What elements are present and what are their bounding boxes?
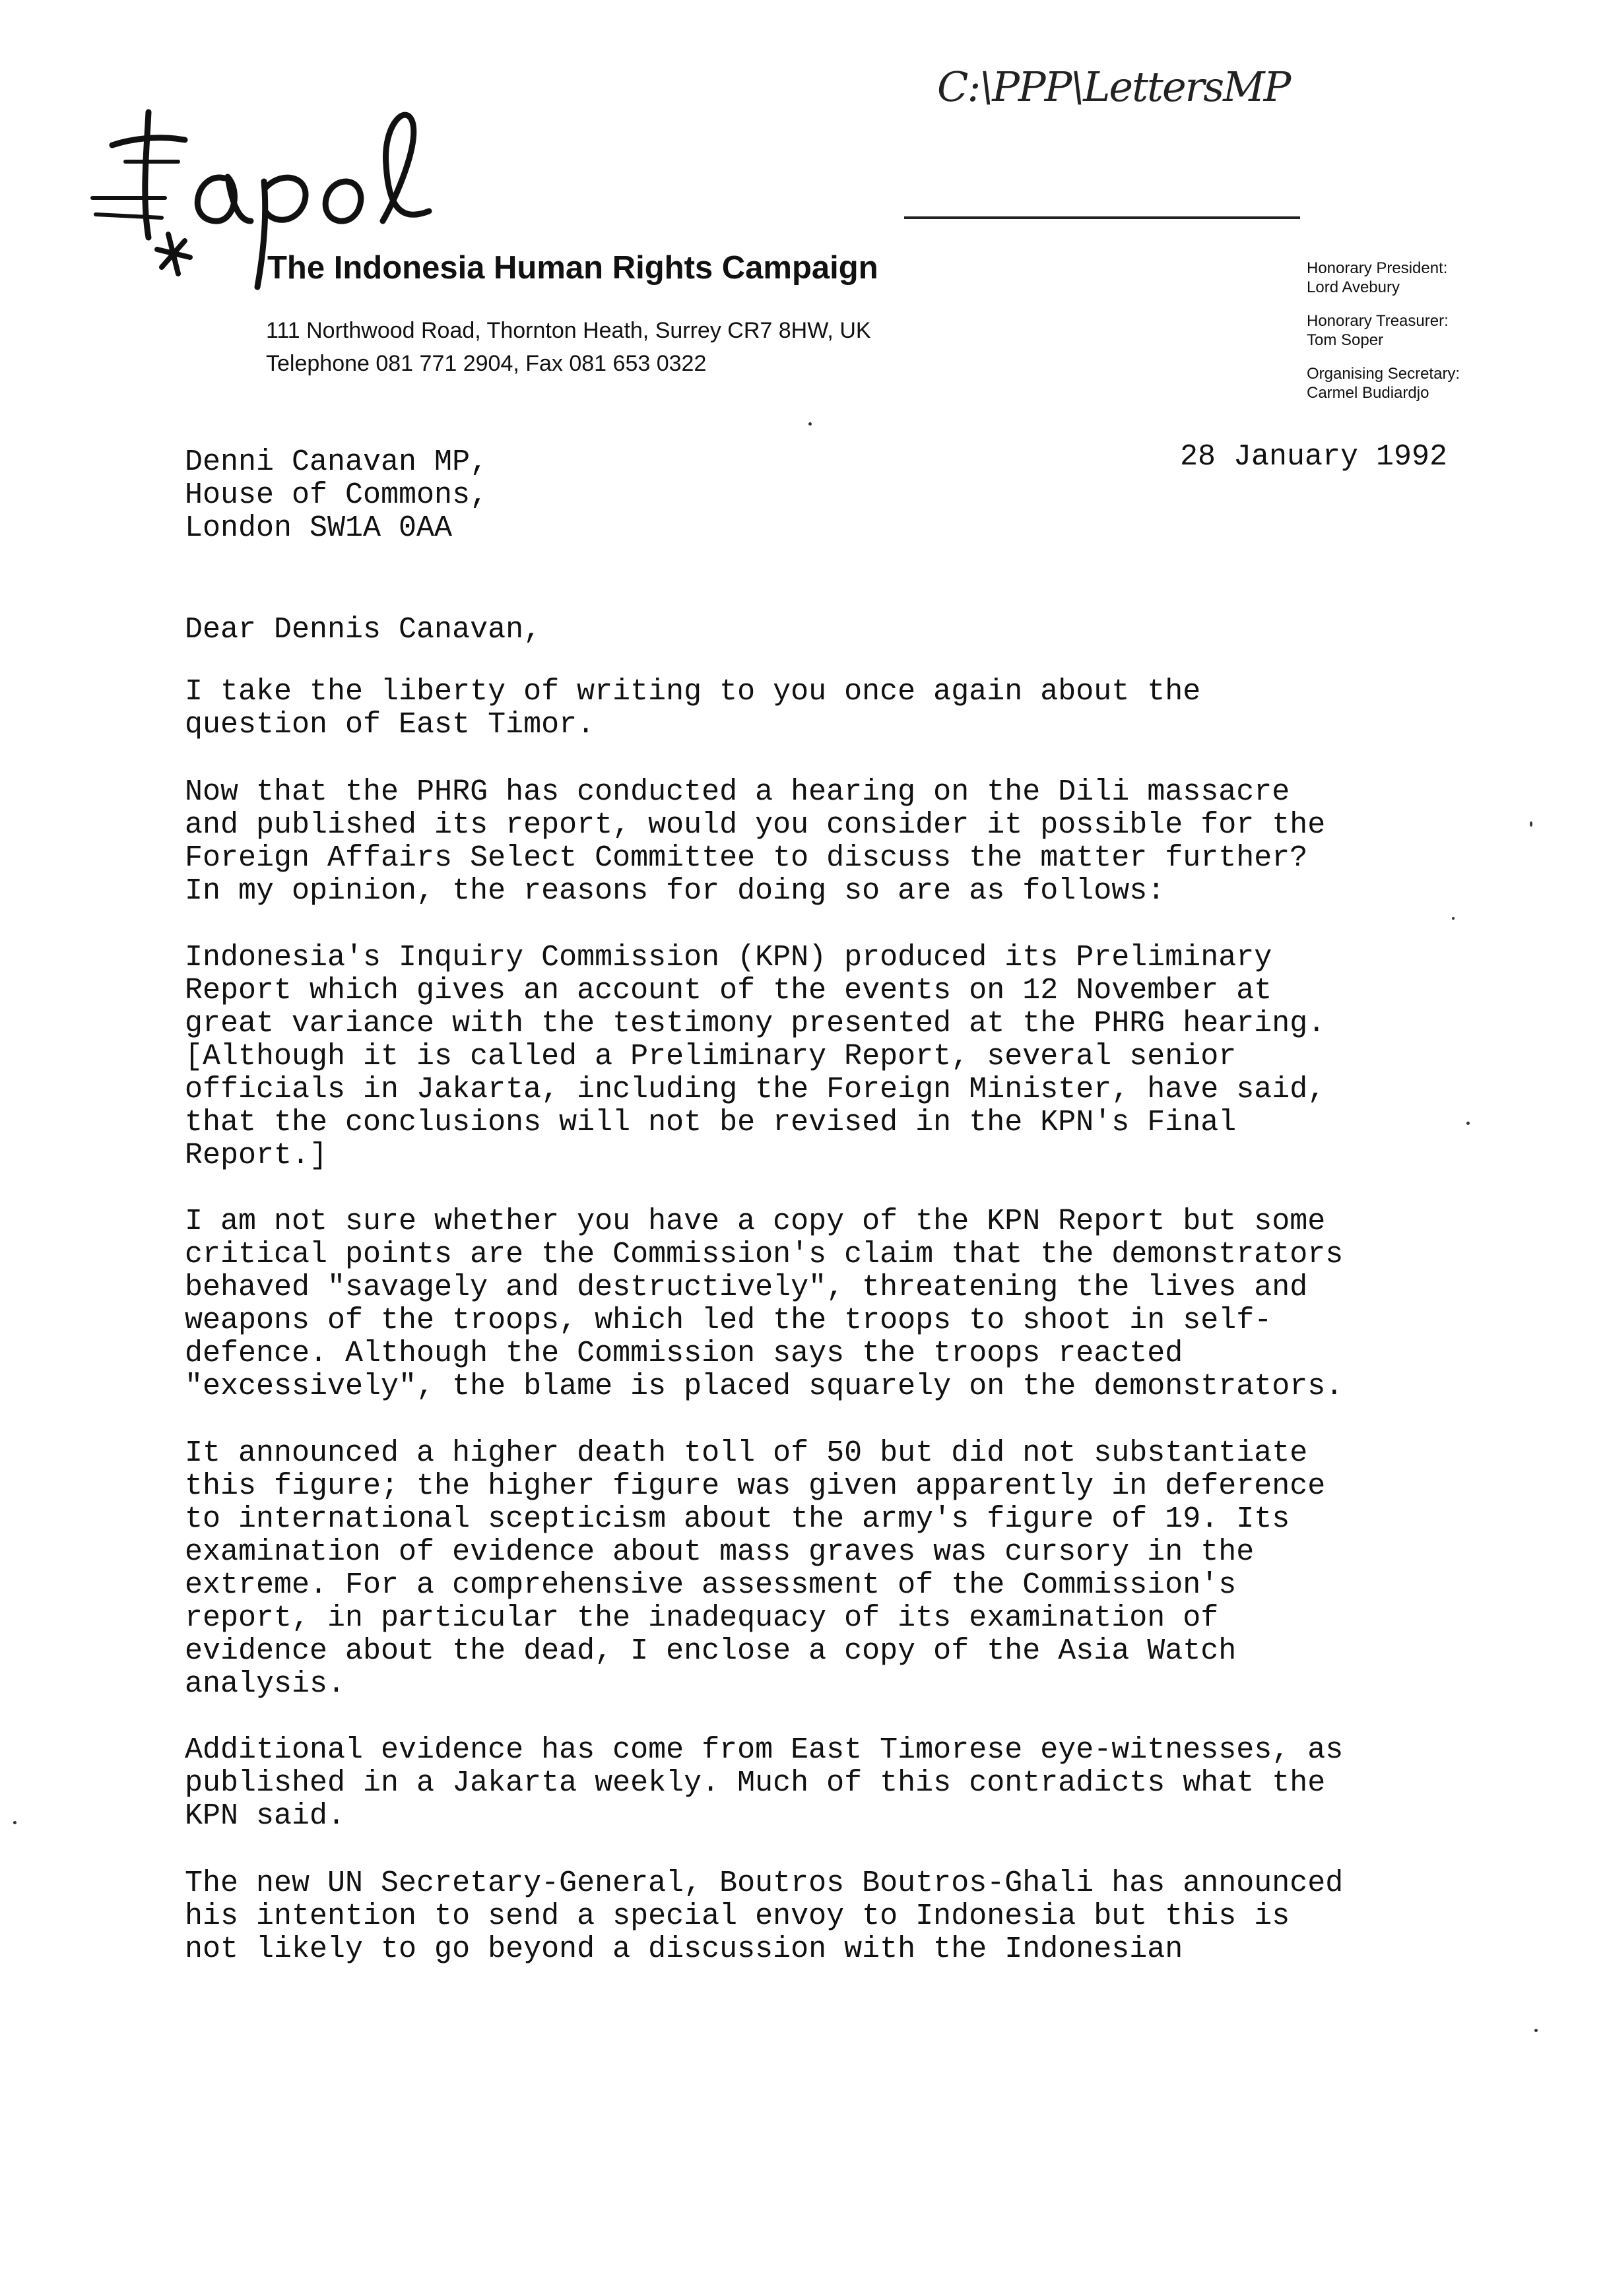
text-line: and published its report, would you consider it possible for the bbox=[185, 808, 1326, 842]
organisation-address bbox=[266, 314, 871, 380]
handwritten-file-note: C:\PPP\LettersMP bbox=[937, 63, 1290, 111]
text-line: Indonesia's Inquiry Commission (KPN) produced its Preliminary bbox=[185, 941, 1272, 974]
text-line: extreme. For a comprehensive assessment of the Commission's bbox=[185, 1568, 1237, 1602]
officer-name: Lord Avebury bbox=[1307, 278, 1400, 296]
letterhead-rule bbox=[904, 216, 1300, 219]
text-line: great variance with the testimony presented at the PHRG hearing. bbox=[185, 1007, 1326, 1040]
text-line: Report which gives an account of the events on 12 November at bbox=[185, 974, 1272, 1007]
scan-speck bbox=[13, 1821, 16, 1824]
officer-role: Honorary President: bbox=[1307, 259, 1448, 277]
officer-name: Carmel Budiardjo bbox=[1307, 384, 1429, 402]
recipient-address bbox=[185, 446, 488, 545]
text-line: "excessively", the blame is placed squarely on the demonstrators. bbox=[185, 1370, 1344, 1403]
text-line: officials in Jakarta, including the Foreign Minister, have said, bbox=[185, 1073, 1326, 1106]
text-line: behaved "savagely and destructively", threatening the lives and bbox=[185, 1271, 1308, 1304]
recipient-line: House of Commons, bbox=[185, 478, 488, 512]
officers-list bbox=[1307, 259, 1460, 417]
officer-role: Organising Secretary: bbox=[1307, 365, 1460, 383]
text-line: [Although it is called a Preliminary Report, several senior bbox=[185, 1040, 1237, 1073]
paragraph-4 bbox=[185, 1205, 1343, 1403]
organisation-name: The Indonesia Human Rights Campaign bbox=[267, 250, 878, 286]
scan-speck bbox=[808, 422, 812, 426]
text-line: In my opinion, the reasons for doing so are as follows: bbox=[185, 874, 1165, 908]
address-line: 111 Northwood Road, Thornton Heath, Surrey CR7 8HW, UK bbox=[266, 318, 871, 343]
text-line: defence. Although the Commission says the troops reacted bbox=[185, 1337, 1183, 1370]
officer-secretary bbox=[1307, 364, 1460, 402]
text-line: It announced a higher death toll of 50 but did not substantiate bbox=[185, 1436, 1308, 1470]
paragraph-3 bbox=[185, 941, 1325, 1172]
officer-role: Honorary Treasurer: bbox=[1307, 312, 1449, 330]
letter-date: 28 January 1992 bbox=[1180, 440, 1448, 474]
officer-president bbox=[1307, 259, 1460, 297]
text-line: evidence about the dead, I enclose a copy of the Asia Watch bbox=[185, 1634, 1237, 1668]
scan-speck bbox=[1534, 2029, 1538, 2032]
recipient-line: Denni Canavan MP, bbox=[185, 445, 488, 479]
text-line: question of East Timor. bbox=[185, 708, 595, 742]
officer-treasurer bbox=[1307, 311, 1460, 350]
text-line: I take the liberty of writing to you once again about the bbox=[185, 675, 1201, 709]
officer-name: Tom Soper bbox=[1307, 331, 1384, 349]
paragraph-6 bbox=[185, 1734, 1343, 1833]
text-line: Report.] bbox=[185, 1139, 328, 1172]
text-line: published in a Jakarta weekly. Much of this contradicts what the bbox=[185, 1766, 1326, 1800]
salutation: Dear Dennis Canavan, bbox=[185, 613, 542, 647]
text-line: Foreign Affairs Select Committee to discuss the matter further? bbox=[185, 841, 1308, 875]
text-line: to international scepticism about the army's figure of 19. Its bbox=[185, 1502, 1290, 1536]
text-line: that the conclusions will not be revised in the KPN's Final bbox=[185, 1106, 1237, 1139]
text-line: report, in particular the inadequacy of its examination of bbox=[185, 1601, 1219, 1635]
paragraph-2 bbox=[185, 776, 1325, 908]
text-line: I am not sure whether you have a copy of the KPN Report but some bbox=[185, 1205, 1326, 1238]
paragraph-7 bbox=[185, 1867, 1343, 1966]
scan-speck bbox=[1466, 1122, 1470, 1125]
text-line: weapons of the troops, which led the troops to shoot in self- bbox=[185, 1304, 1272, 1337]
scan-speck bbox=[1530, 821, 1532, 827]
text-line: KPN said. bbox=[185, 1799, 346, 1833]
paragraph-5 bbox=[185, 1437, 1325, 1701]
phone-fax-line: Telephone 081 771 2904, Fax 081 653 0322 bbox=[266, 351, 707, 376]
text-line: analysis. bbox=[185, 1667, 346, 1701]
recipient-line: London SW1A 0AA bbox=[185, 511, 453, 545]
text-line: Now that the PHRG has conducted a hearing on the Dili massacre bbox=[185, 775, 1290, 809]
text-line: this figure; the higher figure was given apparently in deference bbox=[185, 1469, 1326, 1503]
text-line: not likely to go beyond a discussion with the Indonesian bbox=[185, 1932, 1183, 1966]
paragraph-1 bbox=[185, 676, 1200, 742]
text-line: The new UN Secretary-General, Boutros Boutros-Ghali has announced bbox=[185, 1866, 1344, 1900]
text-line: his intention to send a special envoy to Indonesia but this is bbox=[185, 1899, 1290, 1933]
scan-speck bbox=[1452, 917, 1455, 920]
text-line: Additional evidence has come from East Timorese eye-witnesses, as bbox=[185, 1733, 1344, 1767]
text-line: examination of evidence about mass graves was cursory in the bbox=[185, 1535, 1255, 1569]
text-line: critical points are the Commission's claim that the demonstrators bbox=[185, 1238, 1344, 1271]
